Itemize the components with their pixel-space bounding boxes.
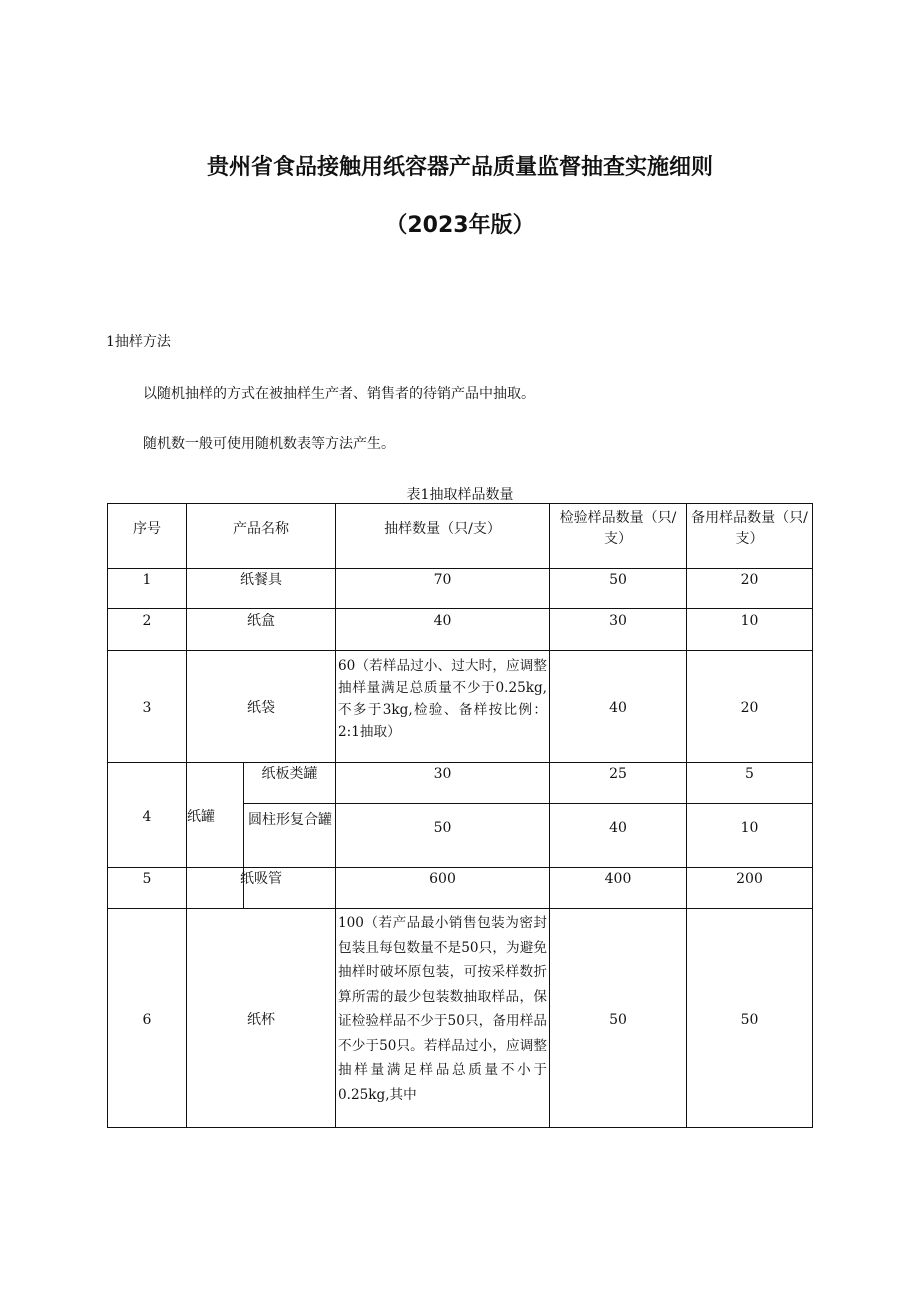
- table-cell-name: 纸盒: [247, 613, 275, 629]
- table-rule: [549, 503, 550, 1128]
- table-cell-seq: 1: [142, 572, 152, 588]
- table-cell-reserve-qty: 200: [736, 871, 763, 887]
- table-cell-sample-qty: 70: [433, 572, 452, 588]
- table-cell-sample-qty: 600: [429, 871, 456, 887]
- table-cell-seq: 6: [142, 1012, 152, 1028]
- table-cell-reserve-qty: 5: [745, 766, 754, 782]
- table-cell-name: 纸杯: [247, 1012, 275, 1028]
- table-cell-reserve-qty: 10: [740, 613, 759, 629]
- table-cell-sample-qty: 40: [433, 613, 452, 629]
- table-cell-inspect-qty: 40: [609, 700, 627, 716]
- table-cell-sample-qty: 30: [433, 766, 452, 782]
- table-rule: [107, 650, 813, 651]
- table-cell-inspect-qty: 30: [609, 613, 627, 629]
- doc-subtitle: （2023年版）: [385, 213, 535, 238]
- table-rule: [243, 803, 813, 804]
- table-rule: [107, 867, 813, 868]
- table-rule: [812, 503, 813, 1128]
- table-cell-name: 纸袋: [247, 700, 275, 716]
- table-cell-inspect-qty: 25: [609, 766, 627, 782]
- table-header-reserve-qty: 备用样品数量（只/支）: [691, 510, 808, 547]
- table-cell-reserve-qty: 20: [740, 700, 759, 716]
- table-cell-sample-qty: 50: [433, 820, 452, 836]
- table-cell-name: 纸板类罐: [261, 766, 318, 782]
- table-header-seq: 序号: [133, 521, 161, 537]
- table-rule: [686, 503, 687, 1128]
- table-cell-seq: 5: [142, 871, 152, 887]
- paragraph: 以随机抽样的方式在被抽样生产者、销售者的待销产品中抽取。: [143, 386, 535, 402]
- table-cell-name: 圆柱形复合罐: [248, 812, 332, 828]
- section-heading: 1抽样方法: [106, 334, 171, 350]
- table-rule: [107, 608, 813, 609]
- table-cell-group: 纸罐: [187, 809, 215, 825]
- table-header-sample-qty: 抽样数量（只/支）: [384, 521, 501, 537]
- table-cell-seq: 4: [142, 809, 152, 825]
- table-cell-sample-qty: 60（若样品过小、过大时，应调整抽样量满足总质量不少于0.25kg,不多于3kg,检验、备样按比例：2:1抽取）: [338, 658, 547, 740]
- table-cell-name: 纸吸管: [240, 871, 282, 887]
- table-cell-name: 纸餐具: [240, 572, 282, 588]
- table-rule: [107, 503, 813, 504]
- table-cell-seq: 3: [142, 700, 152, 716]
- table-caption: 表1抽取样品数量: [406, 487, 514, 503]
- table-cell-reserve-qty: 20: [740, 572, 759, 588]
- table-cell-inspect-qty: 50: [609, 572, 627, 588]
- table-rule: [107, 568, 813, 569]
- table-cell-reserve-qty: 50: [740, 1012, 759, 1028]
- table-rule: [107, 762, 813, 763]
- table-header-name: 产品名称: [233, 521, 289, 537]
- table-cell-sample-qty: 100（若产品最小销售包装为密封包装且每包数量不是50只，为避免抽样时破坏原包装，可按采样数折算所需的最少包装数抽取样品，保证检验样品不少于50只，备用样品不少于50只。若样品过小，应调整抽样量满足样品总质量不小于0.25kg,其中: [338, 915, 547, 1103]
- table-rule: [107, 1127, 813, 1128]
- doc-title: 贵州省食品接触用纸容器产品质量监督抽查实施细则: [206, 155, 713, 180]
- table-header-inspect-qty: 检验样品数量（只/支）: [559, 510, 677, 547]
- table-cell-inspect-qty: 40: [609, 820, 627, 836]
- paragraph: 随机数一般可使用随机数表等方法产生。: [143, 436, 395, 452]
- table-cell-inspect-qty: 50: [609, 1012, 627, 1028]
- table-cell-reserve-qty: 10: [740, 820, 759, 836]
- table-cell-inspect-qty: 400: [604, 871, 632, 887]
- table-cell-seq: 2: [142, 613, 152, 629]
- table-rule: [107, 908, 813, 909]
